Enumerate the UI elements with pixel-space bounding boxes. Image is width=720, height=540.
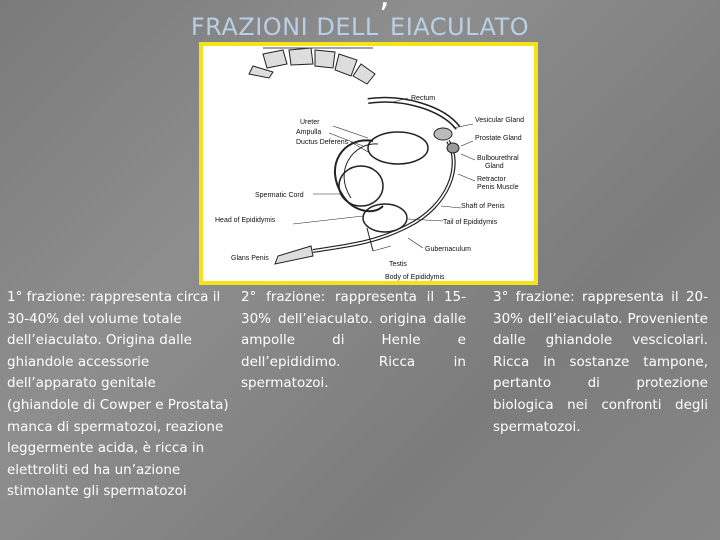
label-bulbourethral-gland: Gland [485, 163, 504, 170]
label-vesicular-gland: Vesicular Gland [475, 117, 525, 124]
fraction-2-body: rappresenta il 15-30% dell’eiaculato. origina dalle ampolle di Henle e dell’epididimo. Ricca in spermatozoi. [241, 289, 466, 392]
fraction-1-lead: 1° frazione: [7, 289, 86, 305]
vesicular-gland-drawing [434, 128, 452, 140]
label-head-of-epididymis: Head of Epididymis [215, 217, 276, 224]
label-ureter: Ureter [300, 119, 320, 126]
penis-shaft-drawing [313, 141, 454, 251]
anatomy-illustration [203, 46, 534, 281]
label-bulbourethral: Bulbourethral [477, 155, 519, 162]
label-spermatic-cord: Spermatic Cord [255, 192, 304, 199]
label-ductus-deferens: Ductus Deferens [296, 139, 349, 146]
bladder-drawing [368, 132, 428, 164]
prostate-drawing [447, 143, 459, 153]
fraction-3-lead: 3° frazione: [493, 289, 575, 305]
title-end: EIACULATO [390, 13, 530, 41]
label-body-of-epididymis: Body of Epididymis [385, 274, 445, 281]
label-rectum: Rectum [411, 95, 436, 102]
label-glans-penis: Glans Penis [231, 255, 269, 262]
glans-drawing [275, 246, 313, 264]
label-prostate-gland: Prostate Gland [475, 135, 522, 142]
fraction-3-text [493, 287, 708, 438]
label-testis: Testis [389, 261, 407, 268]
title-apostrophe: ’ [378, 0, 391, 36]
testis-drawing [363, 204, 407, 232]
fraction-2-text [241, 287, 466, 395]
label-retractor: Retractor [477, 176, 506, 183]
label-ampulla: Ampulla [296, 129, 322, 136]
slide-title [0, 0, 720, 44]
reproductive-tract-drawing [203, 46, 534, 281]
anatomy-figure [199, 42, 538, 285]
fraction-1-body: rappresenta circa il 30-40% del volume totale dell’eiaculato. Origina dalle ghiandole accessorie dell’apparato genitale (ghiandole di Cowper e Prostata) manca di spermatozoi, reazione leggermente acida, è ricca in elettroliti ed ha un’azione stimolante gli spermatozoi [7, 289, 229, 500]
fraction-2-lead: 2° frazione: [241, 289, 326, 305]
label-shaft-of-penis: Shaft of Penis [461, 203, 505, 210]
fraction-1-text [7, 287, 229, 503]
label-gubernaculum: Gubernaculum [425, 246, 471, 253]
fraction-3-body: rappresenta il 20-30% dell’eiaculato. Proveniente dalle ghiandole vescicolari. Ricca in sostanze tampone, pertanto di protezione biologica nei confronti degli spermatozoi. [493, 289, 708, 435]
label-tail-of-epididymis: Tail of Epididymis [443, 219, 498, 226]
label-retractor-penis-muscle: Penis Muscle [477, 184, 519, 191]
vertebrae-drawing [249, 48, 375, 84]
title-main: FRAZIONI DELL [190, 13, 379, 41]
